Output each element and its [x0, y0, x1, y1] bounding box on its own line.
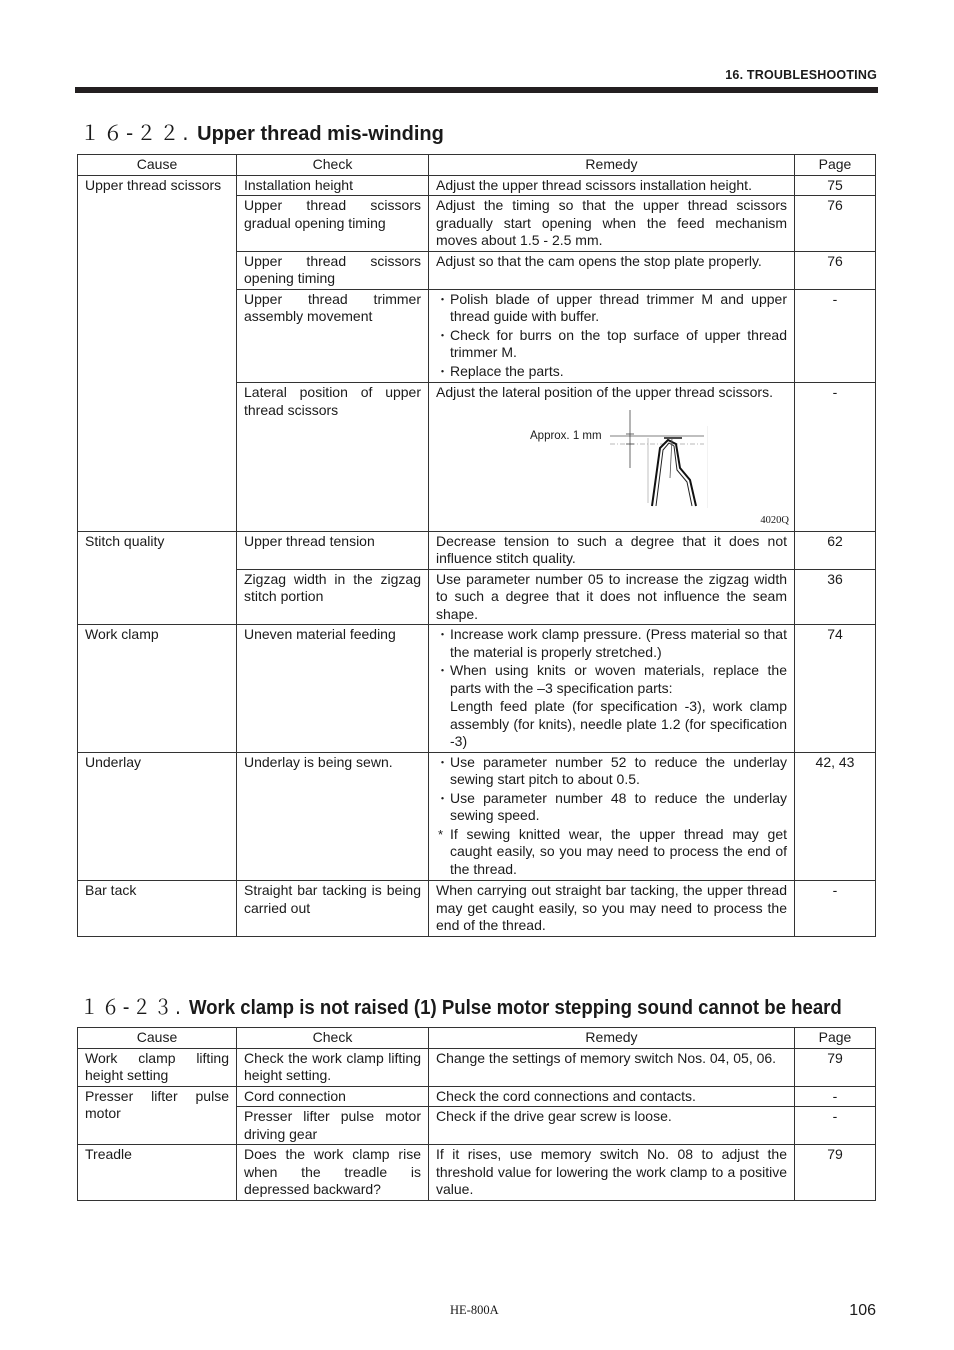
- page-cell: -: [795, 1086, 876, 1107]
- list-item: ・ Use parameter number 52 to reduce the underlay sewing start pitch to about 0.5.: [436, 754, 787, 789]
- remedy-cell: Check if the drive gear screw is loose.: [429, 1107, 795, 1145]
- cause-cell: Stitch quality: [78, 531, 237, 625]
- column-header-page: Page: [795, 1028, 876, 1049]
- check-cell: Upper thread scissors gradual opening timing: [237, 196, 429, 252]
- section-title-16-23: [80, 991, 842, 1020]
- check-cell: Presser lifter pulse motor driving gear: [237, 1107, 429, 1145]
- column-header-cause: Cause: [78, 155, 237, 176]
- page-cell: -: [795, 383, 876, 532]
- list-item: ・ Use parameter number 48 to reduce the underlay sewing speed.: [436, 790, 787, 825]
- cause-cell: Presser lifter pulse motor: [78, 1086, 237, 1145]
- troubleshooting-table-upper-thread: [77, 154, 876, 937]
- remedy-bullet-list: [436, 626, 787, 697]
- page-cell: 76: [795, 251, 876, 289]
- list-item: ・ Replace the parts.: [436, 363, 787, 381]
- remedy-cell: When carrying out straight bar tacking, the upper thread may get caught easily, so you may need to process the end of the thread.: [429, 881, 795, 937]
- page-cell: 79: [795, 1145, 876, 1201]
- remedy-text-span: Adjust the lateral position of the upper thread scissors.: [436, 384, 773, 400]
- remedy-cell: [429, 625, 795, 753]
- remedy-cell: Decrease tension to such a degree that it does not influence stitch quality.: [429, 531, 795, 569]
- check-cell: Zigzag width in the zigzag stitch portion: [237, 569, 429, 625]
- check-cell: Check the work clamp lifting height setting.: [237, 1048, 429, 1086]
- figure-code: 4020Q: [760, 515, 789, 526]
- page-cell: -: [795, 881, 876, 937]
- figure-note: Approx. 1 mm: [530, 429, 602, 442]
- column-header-page: Page: [795, 155, 876, 176]
- cause-cell: Work clamp: [78, 625, 237, 753]
- page-cell: -: [795, 289, 876, 383]
- table-row: [78, 625, 876, 753]
- list-item: ・ Increase work clamp pressure. (Press material so that the material is properly stretched.): [436, 626, 787, 661]
- cause-cell: Underlay: [78, 752, 237, 881]
- table-row: [78, 175, 876, 196]
- table-row: [78, 1145, 876, 1201]
- note-item: * If sewing knitted wear, the upper thread may get caught easily, so you may need to process the end of the thread.: [436, 826, 787, 879]
- page-cell: -: [795, 1107, 876, 1145]
- cause-cell: Work clamp lifting height setting: [78, 1048, 237, 1086]
- page-cell: 42, 43: [795, 752, 876, 881]
- page-cell: 75: [795, 175, 876, 196]
- remedy-cell: Adjust the timing so that the upper thread scissors gradually start opening when the feed mechanism moves about 1.5 - 2.5 mm.: [429, 196, 795, 252]
- remedy-bullet-list: [436, 754, 787, 879]
- check-cell: Installation height: [237, 175, 429, 196]
- table-header-row: [78, 155, 876, 176]
- page-cell: 74: [795, 625, 876, 753]
- section-header-label: 16. TROUBLESHOOTING: [725, 68, 877, 82]
- cause-cell: Bar tack: [78, 881, 237, 937]
- page-cell: 76: [795, 196, 876, 252]
- section-number: １６-２２.: [80, 121, 192, 145]
- remedy-cell: If it rises, use memory switch No. 08 to adjust the threshold value for lowering the work clamp to a positive value.: [429, 1145, 795, 1201]
- scissors-position-figure: [436, 408, 787, 530]
- cause-cell: Treadle: [78, 1145, 237, 1201]
- column-header-cause: Cause: [78, 1028, 237, 1049]
- table-row: [78, 881, 876, 937]
- column-header-check: Check: [237, 155, 429, 176]
- header-rule: [75, 87, 878, 93]
- list-item: ・ Check for burrs on the top surface of upper thread trimmer M.: [436, 327, 787, 362]
- thread-scissors-diagram: [604, 408, 708, 508]
- page-cell: 79: [795, 1048, 876, 1086]
- remedy-bullet-list: [436, 291, 787, 381]
- remedy-text: [436, 384, 787, 402]
- table-row: [78, 1048, 876, 1086]
- list-item: ・ When using knits or woven materials, replace the parts with the –3 specification parts:: [436, 662, 787, 697]
- troubleshooting-table-work-clamp: [77, 1027, 876, 1201]
- table-row: [78, 1086, 876, 1107]
- footer-model-name: HE-800A: [450, 1303, 499, 1317]
- check-cell: Cord connection: [237, 1086, 429, 1107]
- check-cell: Uneven material feeding: [237, 625, 429, 753]
- remedy-cell: [429, 383, 795, 532]
- remedy-cell: [429, 752, 795, 881]
- check-cell: Upper thread tension: [237, 531, 429, 569]
- check-cell: Straight bar tacking is being carried out: [237, 881, 429, 937]
- footer-page-number: 106: [849, 1302, 876, 1319]
- remedy-cell: Check the cord connections and contacts.: [429, 1086, 795, 1107]
- section-title-text: Work clamp is not raised (1) Pulse motor stepping sound cannot be heard: [188, 997, 842, 1019]
- table-row: [78, 531, 876, 569]
- table-header-row: [78, 1028, 876, 1049]
- remedy-sub-text: Length feed plate (for specification -3), work clamp assembly (for knits), needle plate 1.2 (for specification -3): [450, 698, 787, 749]
- page-cell: 36: [795, 569, 876, 625]
- remedy-cell: Adjust the upper thread scissors installation height.: [429, 175, 795, 196]
- section-title-text: Upper thread mis-winding: [197, 123, 444, 145]
- list-item: ・ Polish blade of upper thread trimmer M and upper thread guide with buffer.: [436, 291, 787, 326]
- check-cell: Does the work clamp rise when the treadle is depressed backward?: [237, 1145, 429, 1201]
- column-header-check: Check: [237, 1028, 429, 1049]
- check-cell: Upper thread scissors opening timing: [237, 251, 429, 289]
- cause-cell: Upper thread scissors: [78, 175, 237, 531]
- remedy-cell: Change the settings of memory switch Nos. 04, 05, 06.: [429, 1048, 795, 1086]
- remedy-cell: [429, 289, 795, 383]
- page-cell: 62: [795, 531, 876, 569]
- check-cell: Underlay is being sewn.: [237, 752, 429, 881]
- column-header-remedy: Remedy: [429, 155, 795, 176]
- section-title-16-22: [80, 117, 444, 146]
- remedy-cell: Use parameter number 05 to increase the zigzag width to such a degree that it does not influence the seam shape.: [429, 569, 795, 625]
- check-cell: Upper thread trimmer assembly movement: [237, 289, 429, 383]
- check-cell: Lateral position of upper thread scissors: [237, 383, 429, 532]
- remedy-cell: Adjust so that the cam opens the stop plate properly.: [429, 251, 795, 289]
- section-number: １６-２３.: [80, 995, 184, 1019]
- column-header-remedy: Remedy: [429, 1028, 795, 1049]
- table-row: [78, 752, 876, 881]
